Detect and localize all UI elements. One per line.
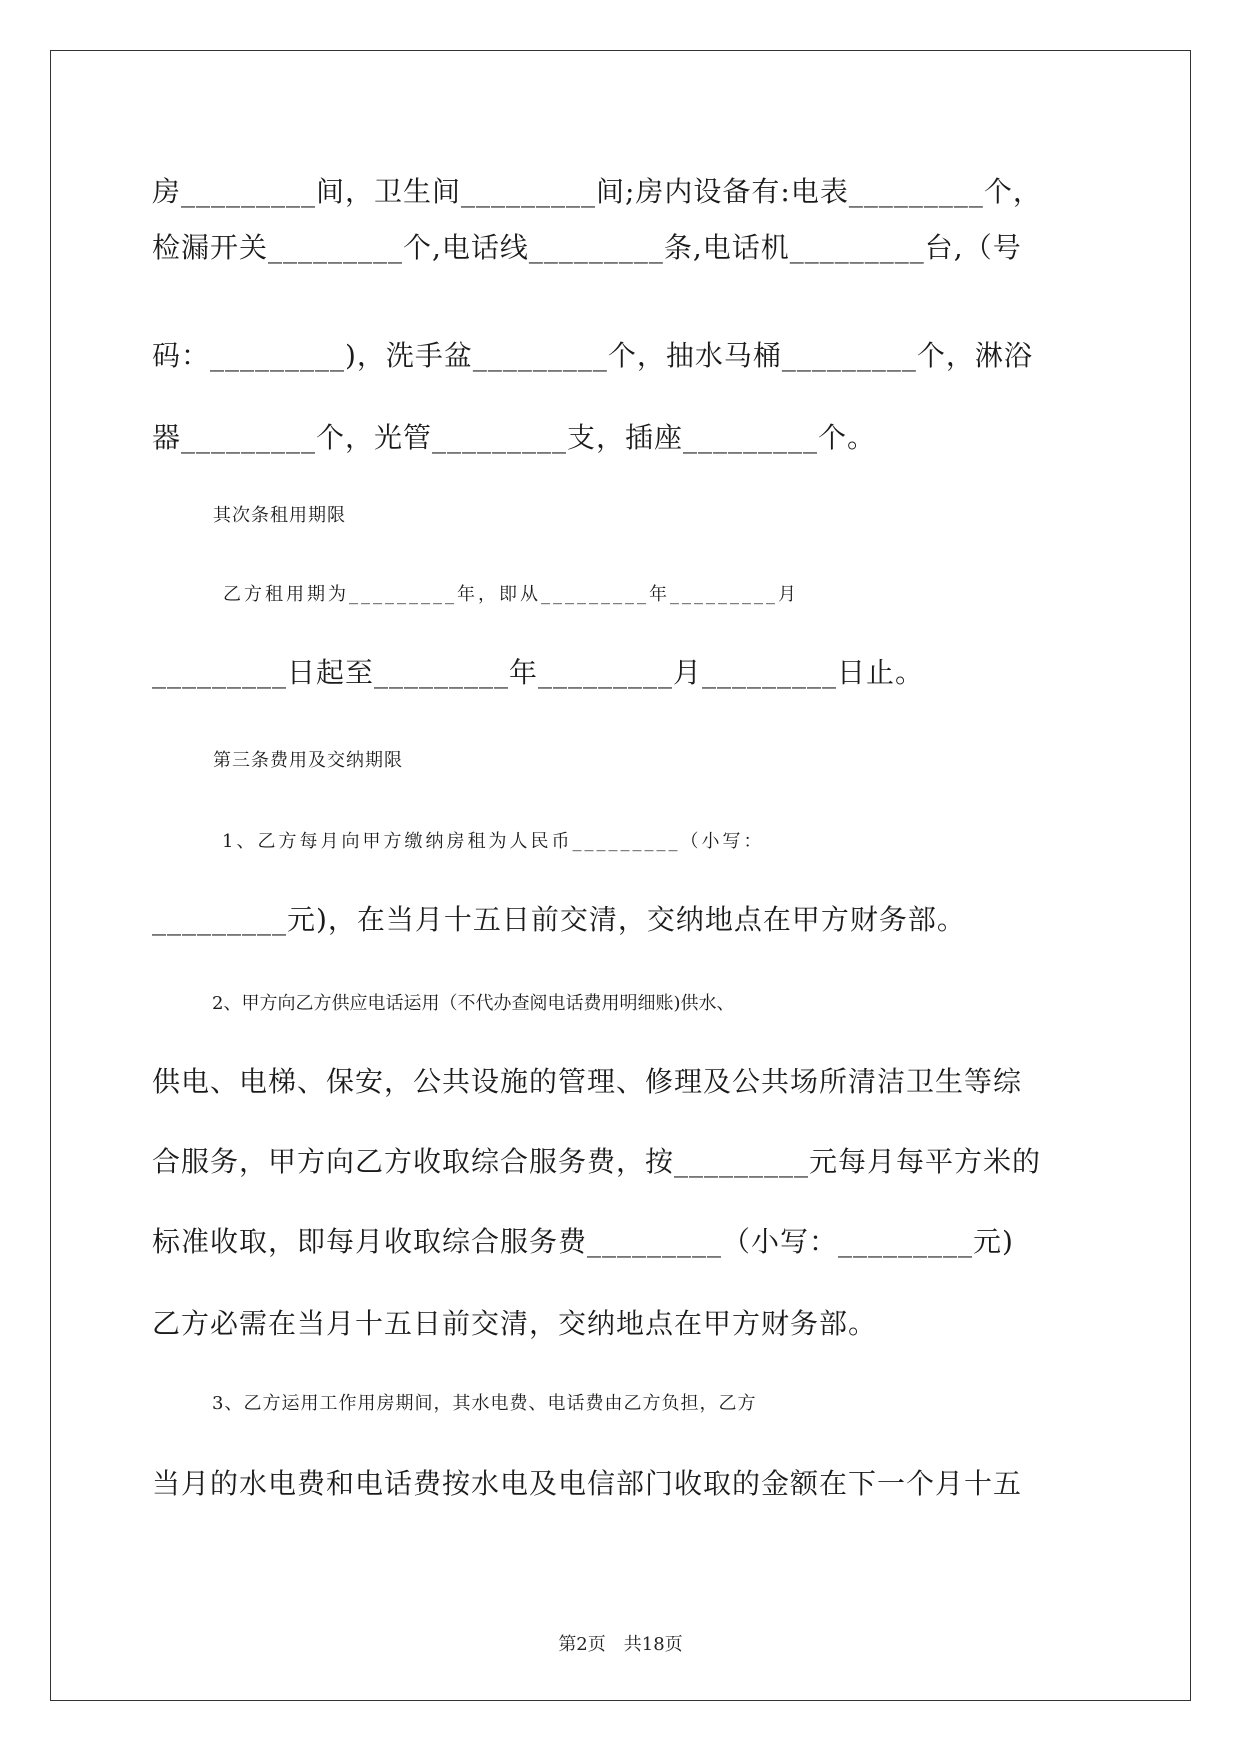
- text-line-1: 房_________间，卫生间_________间;房内设备有:电表_________个，: [152, 175, 1042, 208]
- page-border: [50, 50, 1191, 1701]
- text-line-15: 乙方必需在当月十五日前交清，交纳地点在甲方财务部。: [152, 1307, 878, 1340]
- text-line-9: 1、乙方每月向甲方缴纳房租为人民币_________（小写：: [222, 831, 765, 852]
- page-number-footer: 第2页 共18页: [558, 1634, 683, 1655]
- section-heading-2: 其次条租用期限: [213, 505, 346, 526]
- text-line-12: 供电、电梯、保安，公共设施的管理、修理及公共场所清洁卫生等综: [152, 1065, 1023, 1098]
- text-line-2: 检漏开关_________个,电话线_________条,电话机_________台,（号: [152, 231, 1022, 264]
- text-line-14: 标准收取，即每月收取综合服务费_________（小写：_________元): [152, 1225, 1014, 1258]
- text-line-17: 当月的水电费和电话费按水电及电信部门收取的金额在下一个月十五: [152, 1467, 1023, 1500]
- text-line-11: 2、甲方向乙方供应电话运用（不代办查阅电话费用明细账)供水、: [212, 993, 735, 1014]
- text-line-6: 乙方租用期为_________年，即从_________年_________月: [223, 584, 799, 605]
- text-line-13: 合服务，甲方向乙方收取综合服务费，按_________元每月每平方米的: [152, 1145, 1042, 1178]
- text-line-16: 3、乙方运用工作用房期间，其水电费、电话费由乙方负担，乙方: [212, 1393, 757, 1414]
- text-line-10: _________元)，在当月十五日前交清，交纳地点在甲方财务部。: [152, 903, 966, 936]
- text-line-4: 器_________个，光管_________支，插座_________个。: [152, 421, 877, 454]
- section-heading-3: 第三条费用及交纳期限: [213, 750, 403, 771]
- text-line-7: _________日起至_________年_________月_________日止。: [152, 656, 925, 689]
- text-line-3: 码：_________)，洗手盆_________个，抽水马桶_________个，淋浴: [152, 339, 1033, 372]
